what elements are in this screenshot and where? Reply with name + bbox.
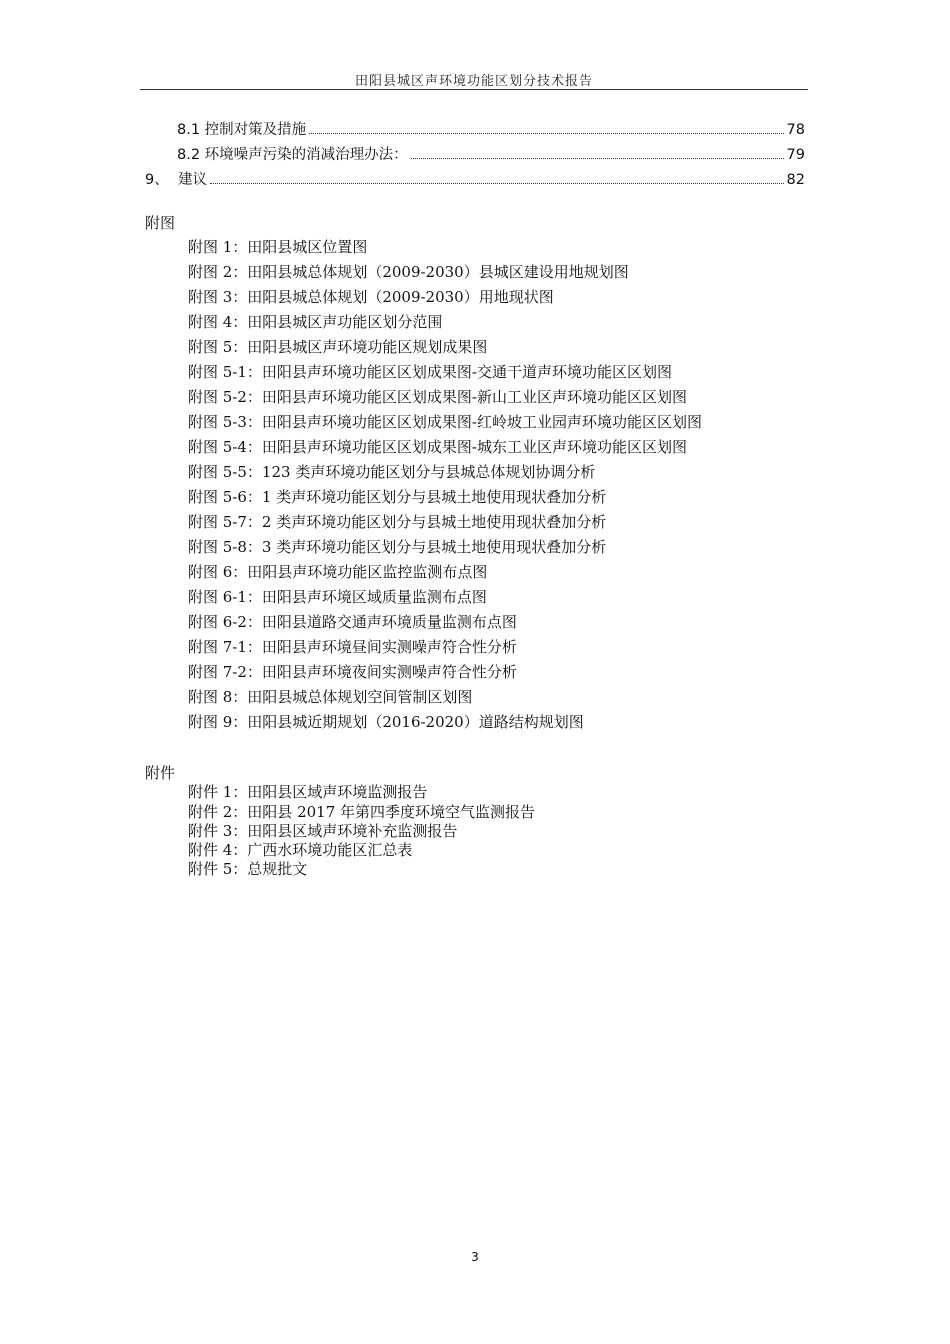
toc-entry-label: 9、 建议: [145, 172, 207, 188]
attachment-list-item: 附件 1：田阳县区域声环境监测报告: [188, 783, 428, 801]
figure-list-item: 附图 7-1：田阳县声环境昼间实测噪声符合性分析: [188, 638, 517, 656]
attachment-list-item: 附件 4：广西水环境功能区汇总表: [188, 841, 413, 859]
figure-list-item: 附图 5-5：123 类声环境功能区划分与县城总体规划协调分析: [188, 463, 596, 481]
figures-section-title: 附图: [145, 214, 176, 232]
figure-list-item: 附图 5-4：田阳县声环境功能区区划成果图-城东工业区声环境功能区区划图: [188, 438, 687, 456]
figure-list-item: 附图 4：田阳县城区声功能区划分范围: [188, 313, 443, 331]
figure-list-item: 附图 9：田阳县城近期规划（2016-2020）道路结构规划图: [188, 713, 584, 731]
toc-dot-leader: [411, 158, 784, 159]
figure-list-item: 附图 3：田阳县城总体规划（2009-2030）用地现状图: [188, 288, 554, 306]
attachment-list-item: 附件 3：田阳县区域声环境补充监测报告: [188, 822, 458, 840]
toc-entry-page: 79: [786, 147, 805, 163]
page-header-title: 田阳县城区声环境功能区划分技术报告: [354, 74, 593, 89]
figure-list-item: 附图 5-8：3 类声环境功能区划分与县城土地使用现状叠加分析: [188, 538, 607, 556]
figure-list-item: 附图 2：田阳县城总体规划（2009-2030）县城区建设用地规划图: [188, 263, 629, 281]
toc-entry-page: 82: [786, 172, 805, 188]
figure-list-item: 附图 6-1：田阳县声环境区域质量监测布点图: [188, 588, 487, 606]
toc-dot-leader: [309, 133, 783, 134]
figure-list-item: 附图 5：田阳县城区声环境功能区规划成果图: [188, 338, 488, 356]
toc-entry[interactable]: [177, 118, 805, 139]
figure-list-item: 附图 1：田阳县城区位置图: [188, 238, 368, 256]
figure-list-item: 附图 7-2：田阳县声环境夜间实测噪声符合性分析: [188, 663, 517, 681]
attachment-list-item: 附件 5：总规批文: [188, 860, 308, 878]
toc-entry-label: 8.2 环境噪声污染的消减治理办法：: [177, 147, 408, 163]
figure-list-item: 附图 5-6：1 类声环境功能区划分与县城土地使用现状叠加分析: [188, 488, 607, 506]
figure-list-item: 附图 6-2：田阳县道路交通声环境质量监测布点图: [188, 613, 517, 631]
page-number: 3: [471, 1250, 479, 1264]
attachment-list-item: 附件 2：田阳县 2017 年第四季度环境空气监测报告: [188, 803, 536, 821]
figure-list-item: 附图 8：田阳县城总体规划空间管制区划图: [188, 688, 473, 706]
figure-list-item: 附图 5-2：田阳县声环境功能区区划成果图-新山工业区声环境功能区区划图: [188, 388, 687, 406]
figure-list-item: 附图 5-3：田阳县声环境功能区区划成果图-红岭坡工业园声环境功能区区划图: [188, 413, 702, 431]
header-divider: [140, 89, 808, 90]
figure-list-item: 附图 5-7：2 类声环境功能区划分与县城土地使用现状叠加分析: [188, 513, 607, 531]
toc-entry[interactable]: [177, 143, 805, 164]
toc-entry-page: 78: [786, 122, 805, 138]
figure-list-item: 附图 5-1：田阳县声环境功能区区划成果图-交通干道声环境功能区区划图: [188, 363, 672, 381]
attachments-section-title: 附件: [145, 764, 176, 782]
figure-list-item: 附图 6：田阳县声环境功能区监控监测布点图: [188, 563, 488, 581]
toc-entry-label: 8.1 控制对策及措施: [177, 122, 307, 138]
toc-dot-leader: [210, 183, 784, 184]
toc-entry[interactable]: [145, 168, 805, 189]
